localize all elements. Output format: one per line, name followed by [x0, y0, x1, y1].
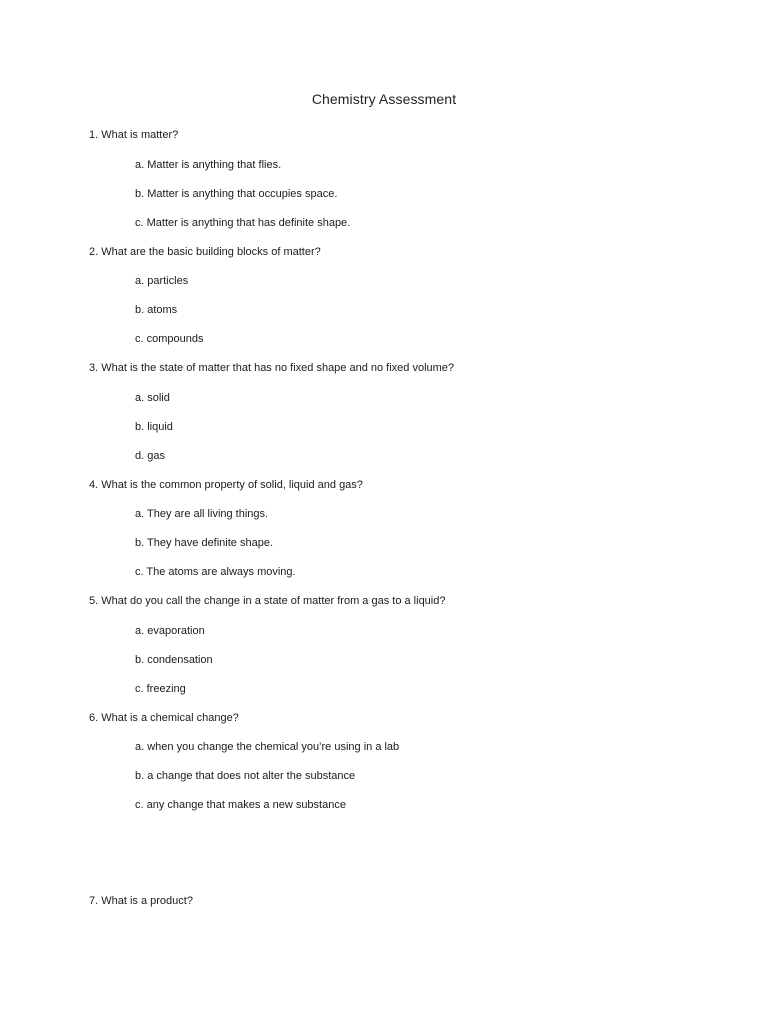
question-5: 5. What do you call the change in a state of matter from a gas to a liquid?	[89, 595, 446, 607]
question-1-option-a: a. Matter is anything that flies.	[135, 159, 282, 171]
question-6-option-a: a. when you change the chemical you’re using in a lab	[135, 741, 400, 753]
question-1-option-b: b. Matter is anything that occupies space.	[135, 188, 338, 200]
question-4-option-b: b. They have definite shape.	[135, 537, 274, 549]
question-2-option-c: c. compounds	[135, 333, 204, 345]
question-1: 1. What is matter?	[89, 129, 179, 141]
question-2: 2. What are the basic building blocks of matter?	[89, 246, 321, 258]
question-6-option-c: c. any change that makes a new substance	[135, 799, 346, 811]
question-3-option-d: d. gas	[135, 450, 165, 462]
document-title: Chemistry Assessment	[311, 91, 457, 107]
question-3: 3. What is the state of matter that has no fixed shape and no fixed volume?	[89, 362, 455, 374]
question-5-option-b: b. condensation	[135, 654, 213, 666]
question-2-option-b: b. atoms	[135, 304, 178, 316]
question-5-option-c: c. freezing	[135, 683, 186, 695]
question-2-option-a: a. particles	[135, 275, 189, 287]
question-6-option-b: b. a change that does not alter the substance	[135, 770, 356, 782]
question-3-option-a: a. solid	[135, 392, 170, 404]
question-1-option-c: c. Matter is anything that has definite shape.	[135, 217, 351, 229]
question-7: 7. What is a product?	[89, 895, 193, 907]
question-3-option-b: b. liquid	[135, 421, 173, 433]
question-5-option-a: a. evaporation	[135, 625, 205, 637]
question-4: 4. What is the common property of solid, liquid and gas?	[89, 479, 363, 491]
question-6: 6. What is a chemical change?	[89, 712, 239, 724]
question-4-option-a: a. They are all living things.	[135, 508, 269, 520]
question-4-option-c: c. The atoms are always moving.	[135, 566, 296, 578]
